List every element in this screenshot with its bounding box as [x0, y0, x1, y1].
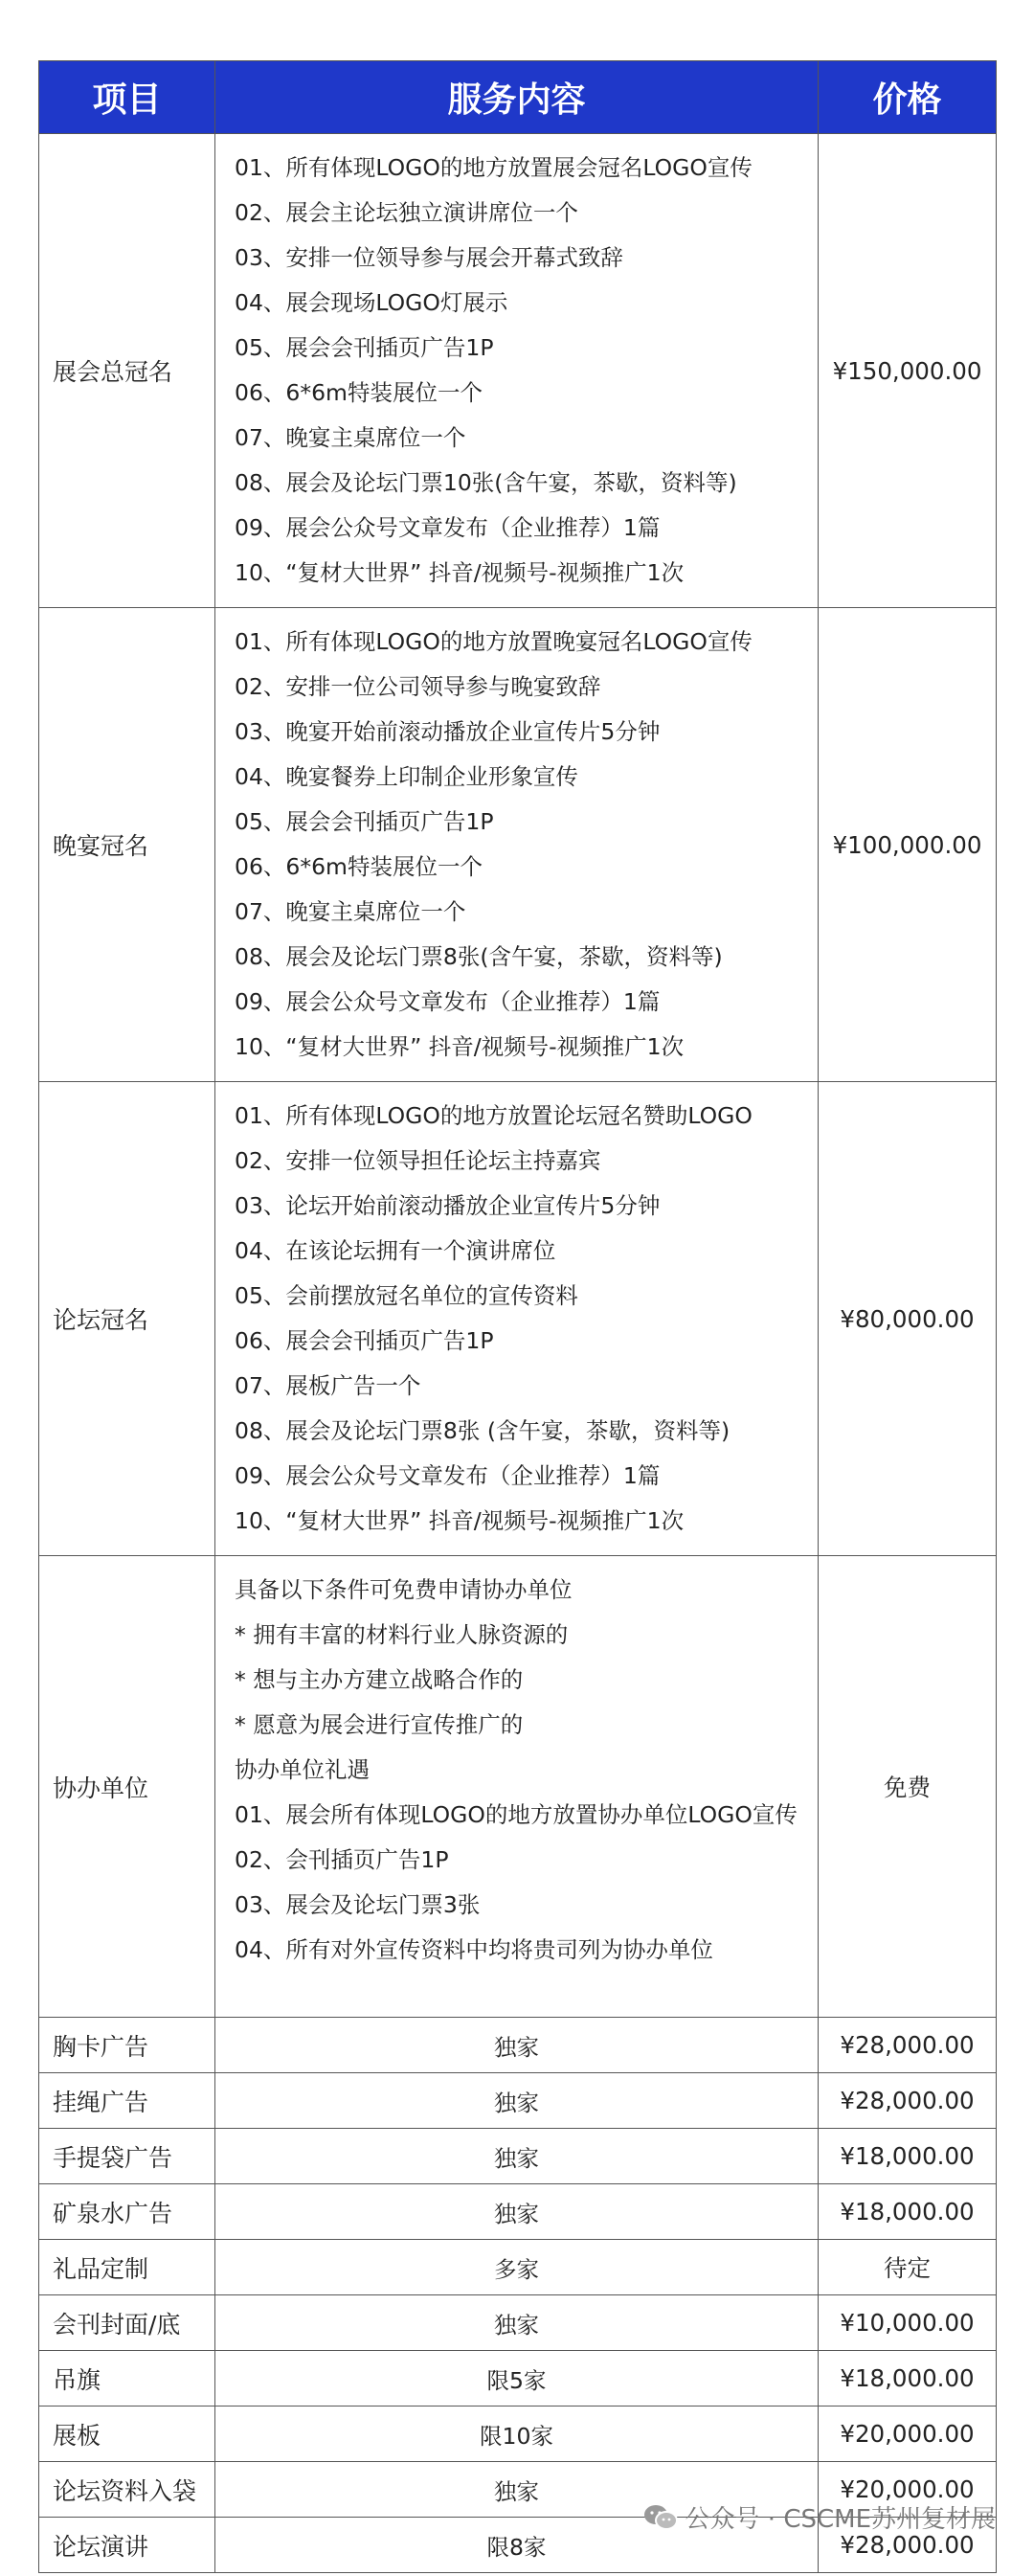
service-content: 独家 [215, 2129, 819, 2184]
price: ¥20,000.00 [819, 2407, 997, 2462]
service-line: 09、展会公众号文章发布（企业推荐）1篇 [235, 514, 661, 541]
service-line: 04、在该论坛拥有一个演讲席位 [235, 1237, 556, 1264]
service-content: 限10家 [215, 2407, 819, 2462]
ad-row [39, 2073, 997, 2129]
service-content: 独家 [215, 2018, 819, 2073]
item-name: 论坛冠名 [39, 1082, 215, 1556]
service-line: 05、展会会刊插页广告1P [235, 808, 494, 835]
service-line: 08、展会及论坛门票8张(含午宴，茶歇，资料等) [235, 943, 723, 970]
service-content: 独家 [215, 2295, 819, 2351]
service-content: 多家 [215, 2240, 819, 2295]
ad-row [39, 2351, 997, 2407]
wechat-icon [643, 2503, 678, 2532]
service-line: 02、安排一位公司领导参与晚宴致辞 [235, 673, 601, 700]
price: ¥28,000.00 [819, 2018, 997, 2073]
sponsor-row [39, 134, 997, 608]
service-line: 10、“复材大世界” 抖音/视频号-视频推广1次 [235, 559, 685, 586]
item-name: 展会总冠名 [39, 134, 215, 608]
item-name: 论坛资料入袋 [39, 2462, 215, 2518]
service-content [215, 608, 819, 1082]
price: ¥80,000.00 [819, 1082, 997, 1556]
service-line: 01、展会所有体现LOGO的地方放置协办单位LOGO宣传 [235, 1801, 798, 1828]
service-line: * 愿意为展会进行宣传推广的 [235, 1711, 524, 1738]
item-name: 展板 [39, 2407, 215, 2462]
item-name: 会刊封面/底 [39, 2295, 215, 2351]
ad-row [39, 2407, 997, 2462]
service-line: 06、6*6m特装展位一个 [235, 379, 483, 406]
service-line: 03、展会及论坛门票3张 [235, 1891, 481, 1918]
service-line: 04、晚宴餐券上印制企业形象宣传 [235, 763, 578, 790]
price: ¥100,000.00 [819, 608, 997, 1082]
service-line: 协办单位礼遇 [235, 1756, 370, 1783]
service-content: 独家 [215, 2184, 819, 2240]
service-line: 08、展会及论坛门票10张(含午宴，茶歇，资料等) [235, 469, 737, 496]
service-content: 独家 [215, 2073, 819, 2129]
service-line: 07、展板广告一个 [235, 1372, 421, 1399]
service-line: 07、晚宴主桌席位一个 [235, 898, 466, 925]
service-content: 独家 [215, 2462, 819, 2518]
item-name: 吊旗 [39, 2351, 215, 2407]
sponsorship-table [38, 60, 997, 2573]
service-line: 03、论坛开始前滚动播放企业宣传片5分钟 [235, 1192, 661, 1219]
watermark [643, 2499, 996, 2535]
service-line: 08、展会及论坛门票8张 (含午宴，茶歇，资料等) [235, 1417, 731, 1444]
service-line: 09、展会公众号文章发布（企业推荐）1篇 [235, 1462, 661, 1489]
service-line: 02、安排一位领导担任论坛主持嘉宾 [235, 1147, 601, 1174]
service-line: * 想与主办方建立战略合作的 [235, 1666, 524, 1693]
service-line: 05、展会会刊插页广告1P [235, 334, 494, 361]
service-line: 10、“复材大世界” 抖音/视频号-视频推广1次 [235, 1033, 685, 1060]
sponsor-row [39, 608, 997, 1082]
ad-row [39, 2240, 997, 2295]
price: ¥28,000.00 [819, 2518, 997, 2573]
service-line: 01、所有体现LOGO的地方放置晚宴冠名LOGO宣传 [235, 628, 753, 655]
ad-row [39, 2184, 997, 2240]
item-name: 协办单位 [39, 1556, 215, 2018]
service-line: 具备以下条件可免费申请协办单位 [235, 1576, 573, 1603]
service-content [215, 134, 819, 608]
item-name: 礼品定制 [39, 2240, 215, 2295]
price: ¥18,000.00 [819, 2129, 997, 2184]
header-price: 价格 [819, 61, 997, 134]
ad-row [39, 2129, 997, 2184]
service-line: * 拥有丰富的材料行业人脉资源的 [235, 1621, 569, 1648]
price: ¥150,000.00 [819, 134, 997, 608]
service-line: 05、会前摆放冠名单位的宣传资料 [235, 1282, 578, 1309]
watermark-text: 公众号 · CSCME苏州复材展 [685, 2505, 996, 2534]
service-line: 01、所有体现LOGO的地方放置论坛冠名赞助LOGO [235, 1102, 753, 1129]
price: ¥18,000.00 [819, 2184, 997, 2240]
service-content: 限8家 [215, 2518, 819, 2573]
ad-row [39, 2295, 997, 2351]
service-content [215, 1082, 819, 1556]
service-line: 10、“复材大世界” 抖音/视频号-视频推广1次 [235, 1507, 685, 1534]
service-line: 04、展会现场LOGO灯展示 [235, 289, 508, 316]
service-content: 限5家 [215, 2351, 819, 2407]
item-name: 胸卡广告 [39, 2018, 215, 2073]
item-name: 挂绳广告 [39, 2073, 215, 2129]
item-name: 晚宴冠名 [39, 608, 215, 1082]
sponsor-row [39, 1556, 997, 2018]
sponsor-row [39, 1082, 997, 1556]
service-line: 02、会刊插页广告1P [235, 1846, 449, 1873]
price: 免费 [819, 1556, 997, 2018]
header-service: 服务内容 [215, 61, 819, 134]
service-line: 09、展会公众号文章发布（企业推荐）1篇 [235, 988, 661, 1015]
service-line: 06、6*6m特装展位一个 [235, 853, 483, 880]
ad-row [39, 2018, 997, 2073]
service-line: 06、展会会刊插页广告1P [235, 1327, 494, 1354]
price: ¥20,000.00 [819, 2462, 997, 2518]
item-name: 矿泉水广告 [39, 2184, 215, 2240]
table-header-row [39, 61, 997, 134]
service-line: 02、展会主论坛独立演讲席位一个 [235, 199, 578, 226]
price: 待定 [819, 2240, 997, 2295]
service-content [215, 1556, 819, 2018]
price: ¥28,000.00 [819, 2073, 997, 2129]
price: ¥10,000.00 [819, 2295, 997, 2351]
item-name: 论坛演讲 [39, 2518, 215, 2573]
header-item: 项目 [39, 61, 215, 134]
service-line: 01、所有体现LOGO的地方放置展会冠名LOGO宣传 [235, 154, 753, 181]
service-line: 07、晚宴主桌席位一个 [235, 424, 466, 451]
service-line: 03、晚宴开始前滚动播放企业宣传片5分钟 [235, 718, 661, 745]
item-name: 手提袋广告 [39, 2129, 215, 2184]
service-line: 04、所有对外宣传资料中均将贵司列为协办单位 [235, 1936, 713, 1963]
service-line: 03、安排一位领导参与展会开幕式致辞 [235, 244, 623, 271]
price: ¥18,000.00 [819, 2351, 997, 2407]
